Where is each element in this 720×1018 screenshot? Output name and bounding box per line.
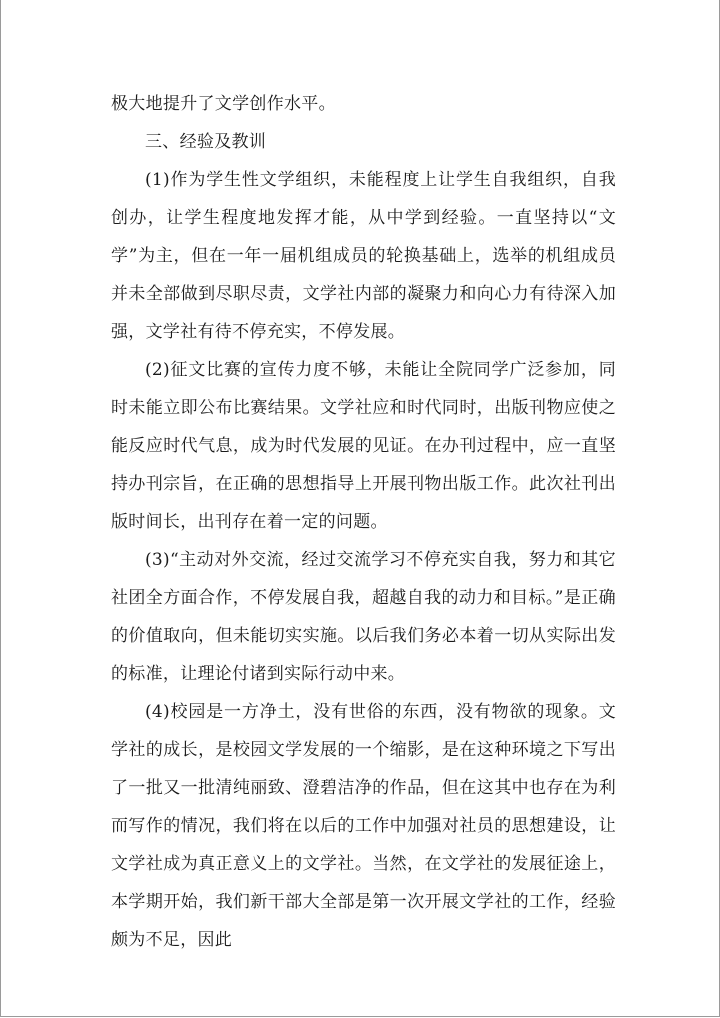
- section-heading: 三、经验及教训: [145, 132, 267, 152]
- paragraph-item-2: (2)征文比赛的宣传力度不够，未能让全院同学广泛参加，同时未能立即公布比赛结果。文学社应和时代同时，出版刊物应使之能反应时代气息，成为时代发展的见证。在办刊过程中，应一直坚持办刊宗旨，在正确的思想指导上开展刊物出版工作。此次社刊出版时间长，出刊存在着一定的问题。: [111, 360, 616, 532]
- paragraph-item-4: (4)校园是一方净土，没有世俗的东西，没有物欲的现象。文学社的成长，是校园文学发展的一个缩影，是在这种环境之下写出了一批又一批清纯丽致、澄碧洁净的作品，但在这其中也存在为利而写作的情况，我们将在以后的工作中加强对社员的思想建设，让文学社成为真正意义上的文学社。当然，在文学社的发展征途上，本学期开始，我们新干部大全部是第一次开展文学社的工作，经验颇为不足，因此: [111, 702, 616, 950]
- document-body: [111, 85, 616, 959]
- paragraph-item-3: (3)“主动对外交流，经过交流学习不停充实自我，努力和其它社团全方面合作，不停发展自我，超越自我的动力和目标。”是正确的价值取向，但未能切实实施。以后我们务必本着一切从实际出发的标准，让理论付诸到实际行动中来。: [111, 550, 616, 684]
- paragraph-item-1: (1)作为学生性文学组织，未能程度上让学生自我组织，自我创办，让学生程度地发挥才能，从中学到经验。一直坚持以“文学”为主，但在一年一届机组成员的轮换基础上，选举的机组成员并未全部做到尽职尽责，文学社内部的凝聚力和向心力有待深入加强，文学社有待不停充实，不停发展。: [111, 170, 616, 342]
- paragraph-continuation: 极大地提升了文学创作水平。: [111, 94, 336, 114]
